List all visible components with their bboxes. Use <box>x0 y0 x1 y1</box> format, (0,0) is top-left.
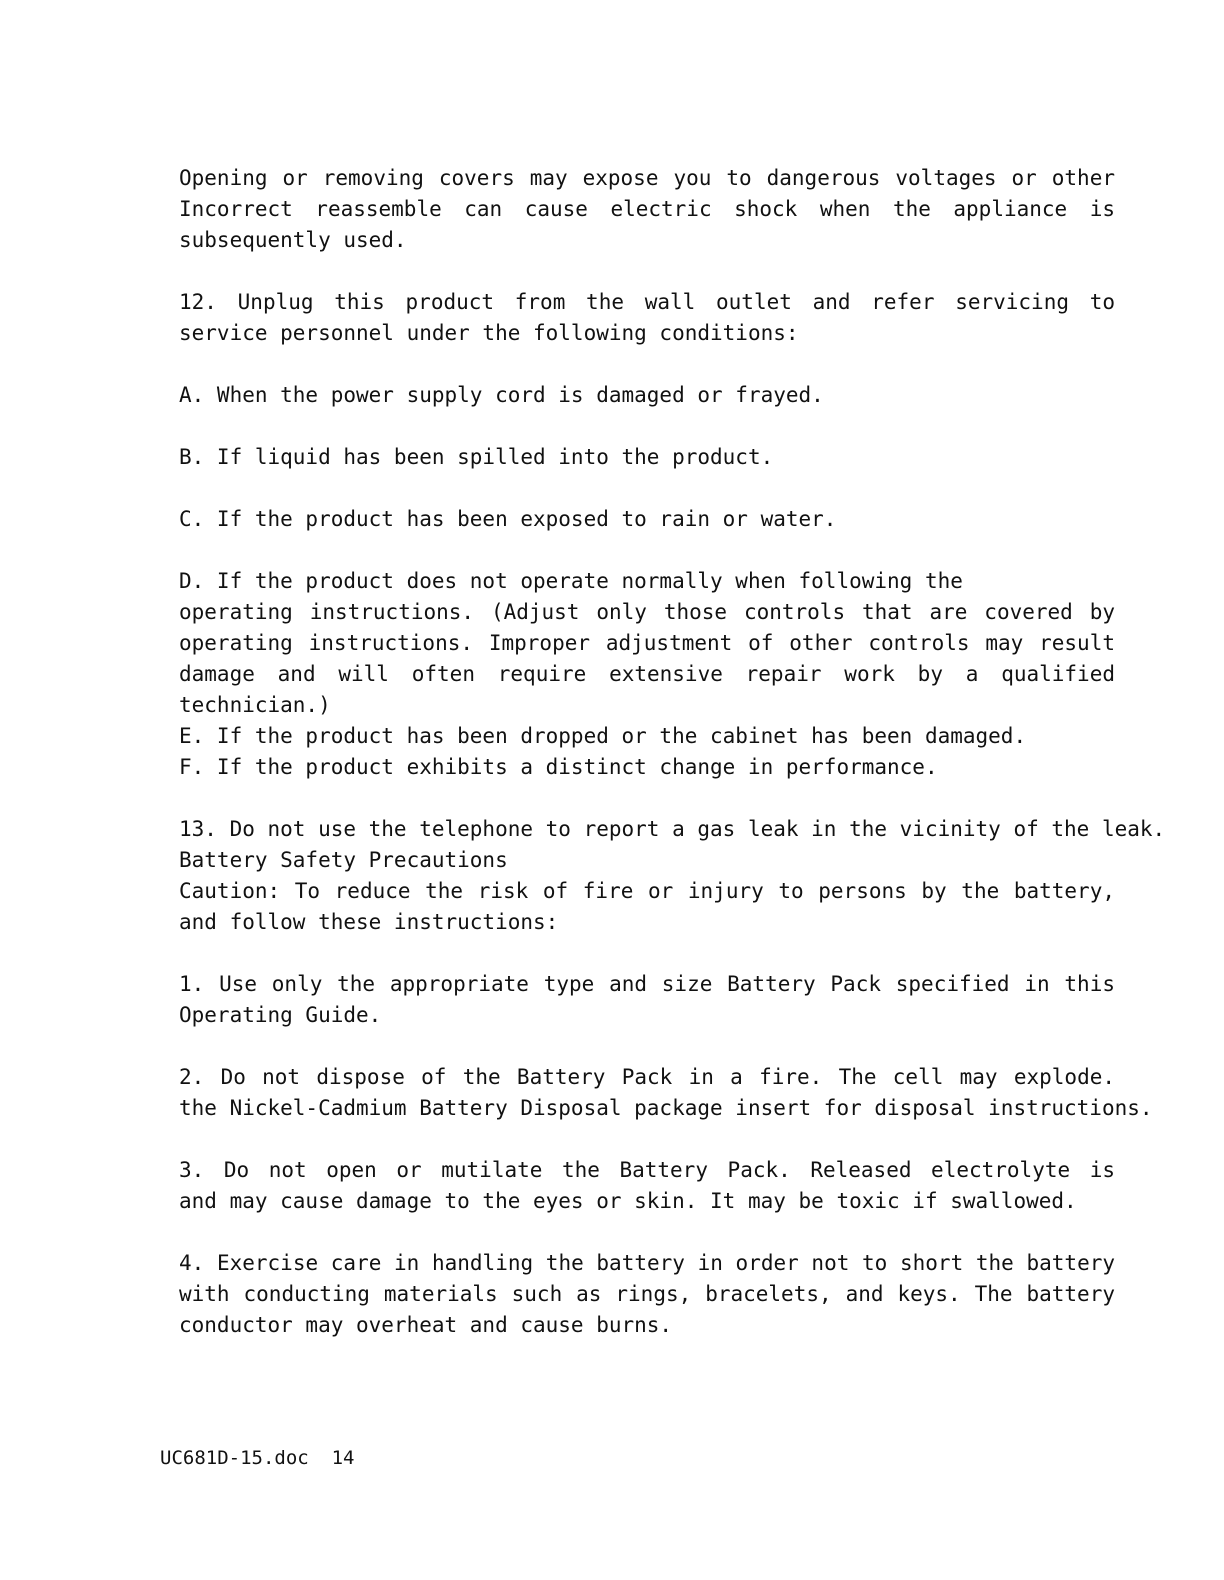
text-line: 1. Use only the appropriate type and size Battery Pack specified in this <box>179 972 1115 996</box>
text-line: 12. Unplug this product from the wall outlet and refer servicing to <box>179 290 1115 314</box>
text-line: technician.) <box>179 693 331 717</box>
text-line: and may cause damage to the eyes or skin. It may be toxic if swallowed. <box>179 1189 1077 1213</box>
list-item-a: A. When the power supply cord is damaged or frayed. <box>179 383 824 407</box>
text-line: with conducting materials such as rings, bracelets, and keys. The battery <box>179 1282 1115 1306</box>
list-item-c: C. If the product has been exposed to rain or water. <box>179 507 837 531</box>
text-line: Opening or removing covers may expose you to dangerous voltages or other <box>179 166 1115 190</box>
page-number: 14 <box>331 1447 355 1469</box>
text-line: 2. Do not dispose of the Battery Pack in a fire. The cell may explode. <box>179 1065 1115 1089</box>
text-line: damage and will often require extensive repair work by a qualified <box>179 662 1115 686</box>
text-line: service personnel under the following conditions: <box>179 321 799 345</box>
section-heading: Battery Safety Precautions <box>179 848 508 872</box>
list-item-e: E. If the product has been dropped or the cabinet has been damaged. <box>179 724 1027 748</box>
text-line: 3. Do not open or mutilate the Battery Pack. Released electrolyte is <box>179 1158 1115 1182</box>
text-line: the Nickel-Cadmium Battery Disposal package insert for disposal instructions. <box>179 1096 1153 1120</box>
list-item-f: F. If the product exhibits a distinct change in performance. <box>179 755 938 779</box>
list-item-d: D. If the product does not operate normally when following the <box>179 569 963 593</box>
text-line: Operating Guide. <box>179 1003 382 1027</box>
text-line: subsequently used. <box>179 228 407 252</box>
text-line: 4. Exercise care in handling the battery in order not to short the battery <box>179 1251 1115 1275</box>
text-line: operating instructions. (Adjust only those controls that are covered by <box>179 600 1115 624</box>
text-line: operating instructions. Improper adjustment of other controls may result <box>179 631 1115 655</box>
footer-filename: UC681D-15.doc <box>160 1447 309 1469</box>
text-line: Caution: To reduce the risk of fire or injury to persons by the battery, <box>179 879 1115 903</box>
text-line: and follow these instructions: <box>179 910 559 934</box>
list-item-b: B. If liquid has been spilled into the product. <box>179 445 774 469</box>
document-body <box>179 163 1166 1341</box>
text-line: Incorrect reassemble can cause electric shock when the appliance is <box>179 197 1115 221</box>
text-line: conductor may overheat and cause burns. <box>179 1313 673 1337</box>
page-footer <box>160 1446 355 1470</box>
text-line: 13. Do not use the telephone to report a gas leak in the vicinity of the leak. <box>179 817 1166 841</box>
